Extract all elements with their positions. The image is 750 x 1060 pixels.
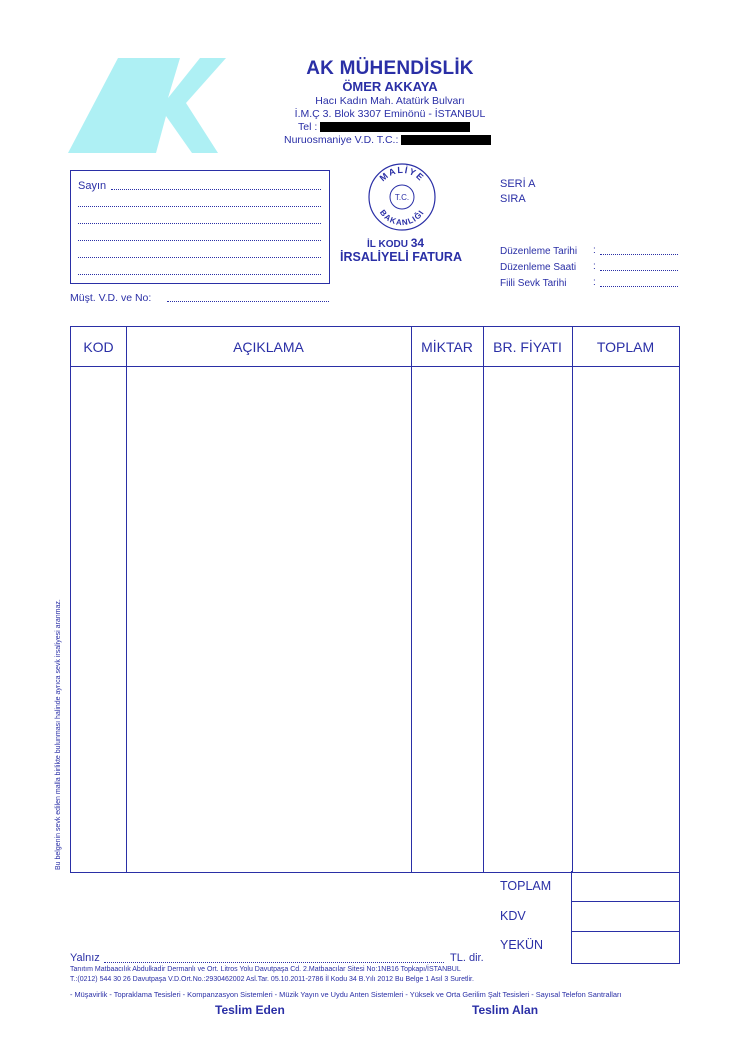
col-header-br-fiyati: BR. FİYATI <box>493 339 562 355</box>
colon: : <box>593 245 596 256</box>
customer-line[interactable] <box>78 240 321 241</box>
il-kodu <box>367 236 424 250</box>
col-header-toplam: TOPLAM <box>596 339 655 355</box>
customer-tax-field[interactable] <box>167 301 329 302</box>
header-divider <box>71 366 679 367</box>
company-header <box>280 58 500 147</box>
col-header-kod: KOD <box>83 339 114 355</box>
redacted-phone <box>320 122 470 132</box>
svg-text:MALİYE <box>378 165 427 183</box>
company-name: AK MÜHENDİSLİK <box>306 58 474 79</box>
colon: : <box>593 261 596 272</box>
tl-label: TL. dir. <box>450 952 484 964</box>
kdv-label: KDV <box>500 909 526 923</box>
document-type: İRSALİYELİ FATURA <box>340 250 462 264</box>
duzenleme-tarihi-label: Düzenleme Tarihi <box>500 246 578 257</box>
items-table <box>70 326 680 873</box>
il-kodu-value: 34 <box>410 236 425 250</box>
sayin-label: Sayın <box>78 180 107 192</box>
company-tel <box>280 121 500 134</box>
fiili-sevk-field[interactable] <box>600 286 678 287</box>
column-divider <box>126 327 127 872</box>
tax-label: Nuruosmaniye V.D. T.C.: <box>284 134 399 146</box>
seal-top-text: MALİYE <box>377 164 427 184</box>
col-header-miktar: MİKTAR <box>421 339 473 355</box>
duzenleme-tarihi-field[interactable] <box>600 254 678 255</box>
tel-label: Tel : <box>298 121 318 133</box>
svg-text:BAKANLIĞI <box>378 208 426 227</box>
company-address-2: İ.M.Ç 3. Blok 3307 Eminönü - İSTANBUL <box>294 108 486 120</box>
duzenleme-saati-field[interactable] <box>600 270 678 271</box>
services-list: - Müşavirlik - Topraklama Tesisleri - Kompanzasyon Sistemleri - Müzik Yayın ve Uydu Anten Sistemleri - Yüksek ve Orta Gerilim Şalt Tesisleri - Sayısal Telefon Santralları <box>70 990 622 999</box>
customer-line[interactable] <box>78 274 321 275</box>
customer-box <box>70 170 330 284</box>
seal-bottom-text: BAKANLIĞI <box>377 208 427 228</box>
colon: : <box>593 277 596 288</box>
totals-box <box>571 871 680 964</box>
maliye-seal <box>368 163 436 231</box>
col-header-aciklama: AÇIKLAMA <box>233 339 304 355</box>
ak-logo <box>68 58 228 153</box>
duzenleme-saati-label: Düzenleme Saati <box>500 262 577 273</box>
seri-label: SERİ A <box>500 178 536 190</box>
yalniz-field[interactable] <box>104 962 444 963</box>
company-address-1: Hacı Kadın Mah. Atatürk Bulvarı <box>315 95 465 107</box>
sira-label: SIRA <box>500 193 526 205</box>
customer-tax-label: Müşt. V.D. ve No: <box>70 292 152 304</box>
side-note: Bu belgenin sevk edilen malla birlikte bulunması halinde ayrıca sevk irsaliyesi aranmaz. <box>55 599 62 870</box>
teslim-alan-label: Teslim Alan <box>472 1003 539 1017</box>
il-kodu-label: İL KODU <box>367 239 408 250</box>
seal-center-text: T.C. <box>394 193 410 202</box>
totals-divider <box>572 931 679 932</box>
column-divider <box>483 327 484 872</box>
printer-info-2: T.:(0212) 544 30 26 Davutpaşa V.D.Ort.No.:2930462002 Asl.Tar. 05.10.2011-2786 İl Kodu 34 B.Yılı 2012 Bu Belge 1 Asıl 3 Suretlir. <box>70 976 474 983</box>
printer-info-1: Tanıtım Matbaacılık Abdulkadir Dermanlı ve Ort. Litros Yolu Davutpaşa Cd. 2.Matbaacılar Sitesi No:1NB16 Topkapı/İSTANBUL <box>70 966 461 973</box>
customer-tax-row <box>70 292 151 304</box>
toplam-label: TOPLAM <box>500 879 552 893</box>
customer-line[interactable] <box>78 223 321 224</box>
company-tax <box>280 134 500 147</box>
yalniz-label: Yalnız <box>70 952 100 964</box>
customer-line[interactable] <box>78 257 321 258</box>
teslim-eden-label: Teslim Eden <box>215 1003 285 1017</box>
redacted-tax-id <box>401 135 491 145</box>
yekun-label: YEKÜN <box>500 938 544 952</box>
totals-divider <box>572 901 679 902</box>
column-divider <box>572 327 573 872</box>
fiili-sevk-label: Fiili Sevk Tarihi <box>500 278 567 289</box>
customer-line[interactable] <box>111 189 321 190</box>
company-owner: ÖMER AKKAYA <box>342 79 438 94</box>
column-divider <box>411 327 412 872</box>
customer-line[interactable] <box>78 206 321 207</box>
